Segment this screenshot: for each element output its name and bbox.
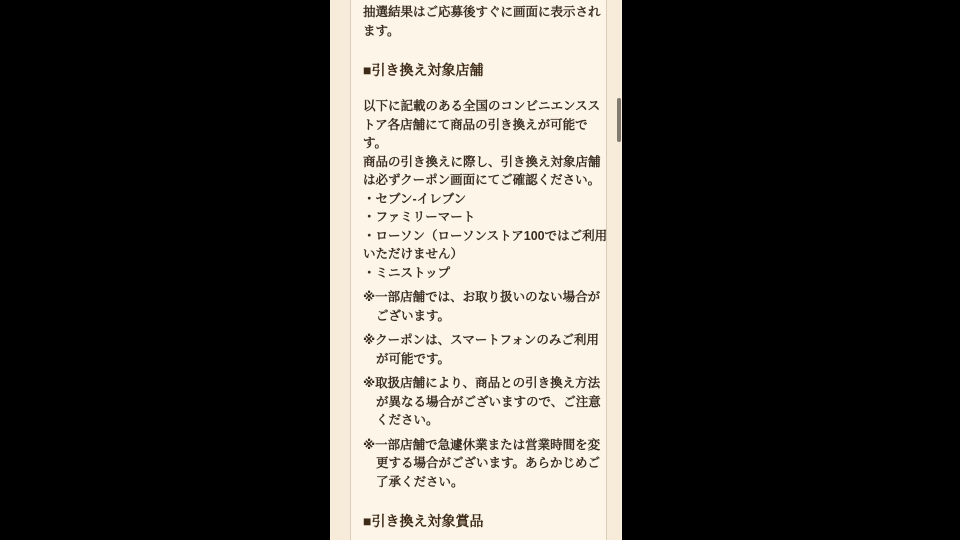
intro-paragraph: [363, 3, 601, 40]
scrollbar-thumb[interactable]: [617, 98, 621, 142]
text-line: ・ローソン（ローソンストア100ではご利用: [363, 228, 608, 243]
note-redemption-method: [363, 374, 601, 430]
text-line: が可能です。: [376, 351, 451, 366]
text-line: ・ファミリーマート: [363, 210, 476, 224]
text-line: す。: [363, 136, 388, 150]
text-line: 商品の引き換えに際し、引き換え対象店舗: [363, 154, 601, 169]
note-business-hours: [363, 436, 601, 492]
campaign-terms-text: [351, 0, 606, 531]
text-line: ください。: [376, 413, 439, 427]
text-line: ございます。: [376, 308, 451, 323]
text-line: ます。: [363, 23, 400, 38]
stores-description-paragraph: [363, 97, 601, 190]
text-line: いただけません）: [363, 247, 464, 261]
note-availability: [363, 288, 601, 325]
text-line: が異なる場合がございますので、ご注意: [376, 394, 601, 409]
section-heading-redemption-prizes: ■引き換え対象賞品: [363, 513, 484, 529]
text-line: は必ずクーポン画面にてご確認ください。: [363, 173, 601, 187]
text-line: 更する場合がございます。あらかじめご: [376, 456, 601, 470]
text-line: 了承ください。: [376, 474, 464, 489]
text-line: トア各店舗にて商品の引き換えが可能で: [363, 117, 588, 132]
store-list: [363, 190, 608, 283]
text-line: ※取扱店舗により、商品との引き換え方法: [363, 376, 601, 390]
text-line: ・ミニストップ: [363, 265, 451, 280]
letterbox-right: [622, 0, 960, 540]
letterbox-left: [0, 0, 330, 540]
text-line: 以下に記載のある全国のコンビニエンスス: [363, 99, 601, 113]
text-line: ※一部店舗では、お取り扱いのない場合が: [363, 290, 601, 304]
section-heading-redemption-stores: ■引き換え対象店舗: [363, 62, 484, 78]
mobile-page-viewport: [330, 0, 622, 540]
text-line: ※一部店舗で急遽休業または営業時間を変: [363, 437, 601, 452]
text-line: 抽選結果はご応募後すぐに画面に表示され: [363, 5, 601, 19]
note-smartphone-only: [363, 331, 599, 368]
text-line: ・セブン-イレブン: [363, 191, 467, 206]
text-line: ※クーポンは、スマートフォンのみご利用: [363, 333, 599, 347]
content-panel: [350, 0, 607, 540]
